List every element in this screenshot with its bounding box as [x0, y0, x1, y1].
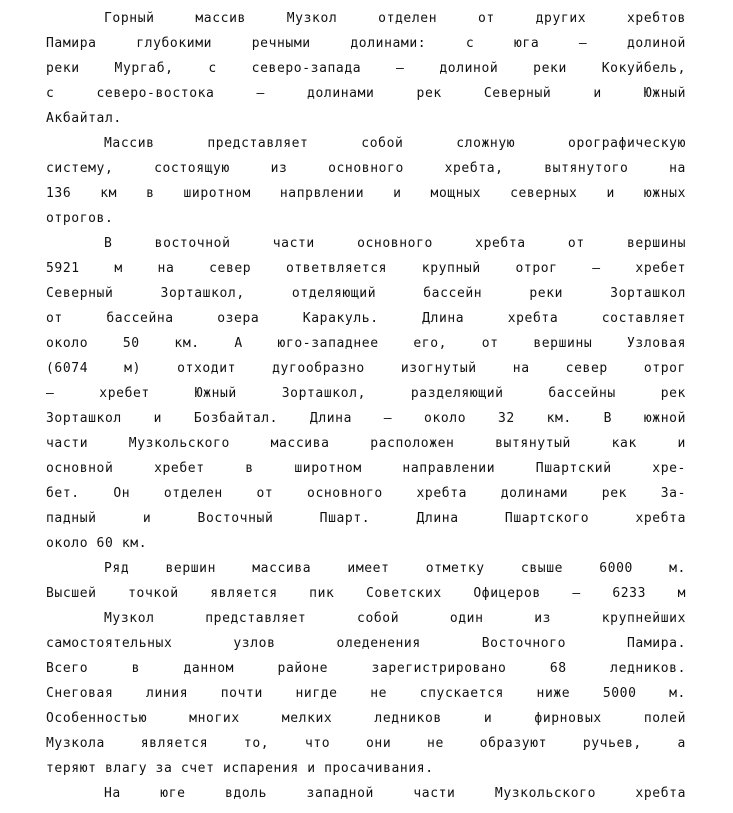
text-line: Музкол представляет собой один из крупнейших — [104, 611, 686, 626]
text-line: реки Мургаб, с северо-запада – долиной реки Кокуйбель, — [46, 61, 686, 76]
text-line: Высшей точкой является пик Советских Офицеров – 6233 м — [46, 586, 686, 601]
text-line: систему, состоящую из основного хребта, вытянутого на — [46, 161, 686, 176]
text-line: 136 км в широтном напрвлении и мощных северных и южных — [46, 186, 686, 201]
text-line: – хребет Южный Зорташкол, разделяющий бассейны рек — [46, 386, 686, 401]
text-line: Особенностью многих мелких ледников и фирновых полей — [46, 711, 686, 726]
text-line: падный и Восточный Пшарт. Длина Пшартского хребта — [46, 511, 686, 526]
text-line: Памира глубокими речными долинами: с юга – долиной — [46, 36, 686, 51]
text-line: Музкола является то, что они не образуют ручьев, а — [46, 736, 686, 751]
text-line: Горный массив Музкол отделен от других хребтов — [104, 11, 686, 26]
text-line: 5921 м на север ответвляется крупный отрог – хребет — [46, 261, 686, 276]
text-line: бет. Он отделен от основного хребта долинами рек За- — [46, 486, 686, 501]
text-line: основной хребет в широтном направлении Пшартский хре- — [46, 461, 686, 476]
text-line: На юге вдоль западной части Музкольского хребта — [104, 786, 686, 801]
text-line: части Музкольского массива расположен вытянутый как и — [46, 436, 686, 451]
text-line: с северо-востока – долинами рек Северный и Южный — [46, 86, 686, 101]
text-line: Снеговая линия почти нигде не спускается ниже 5000 м. — [46, 686, 686, 701]
text-line: около 50 км. А юго-западнее его, от вершины Узловая — [46, 336, 686, 351]
text-line: Массив представляет собой сложную орографическую — [104, 136, 686, 151]
text-line: от бассейна озера Каракуль. Длина хребта составляет — [46, 311, 686, 326]
text-line: (6074 м) отходит дугообразно изогнутый на север отрог — [46, 361, 686, 376]
text-line: самостоятельных узлов оледенения Восточного Памира. — [46, 636, 686, 651]
text-line: Акбайтал. — [46, 111, 122, 126]
text-line: теряют влагу за счет испарения и просачивания. — [46, 761, 434, 776]
text-line: В восточной части основного хребта от вершины — [104, 236, 686, 251]
text-line: Северный Зорташкол, отделяющий бассейн реки Зорташкол — [46, 286, 686, 301]
text-line: отрогов. — [46, 211, 114, 226]
text-line: Зорташкол и Бозбайтал. Длина – около 32 км. В южной — [46, 411, 686, 426]
text-line: около 60 км. — [46, 536, 148, 551]
text-line: Всего в данном районе зарегистрировано 68 ледников. — [46, 661, 686, 676]
text-line: Ряд вершин массива имеет отметку свыше 6000 м. — [104, 561, 686, 576]
